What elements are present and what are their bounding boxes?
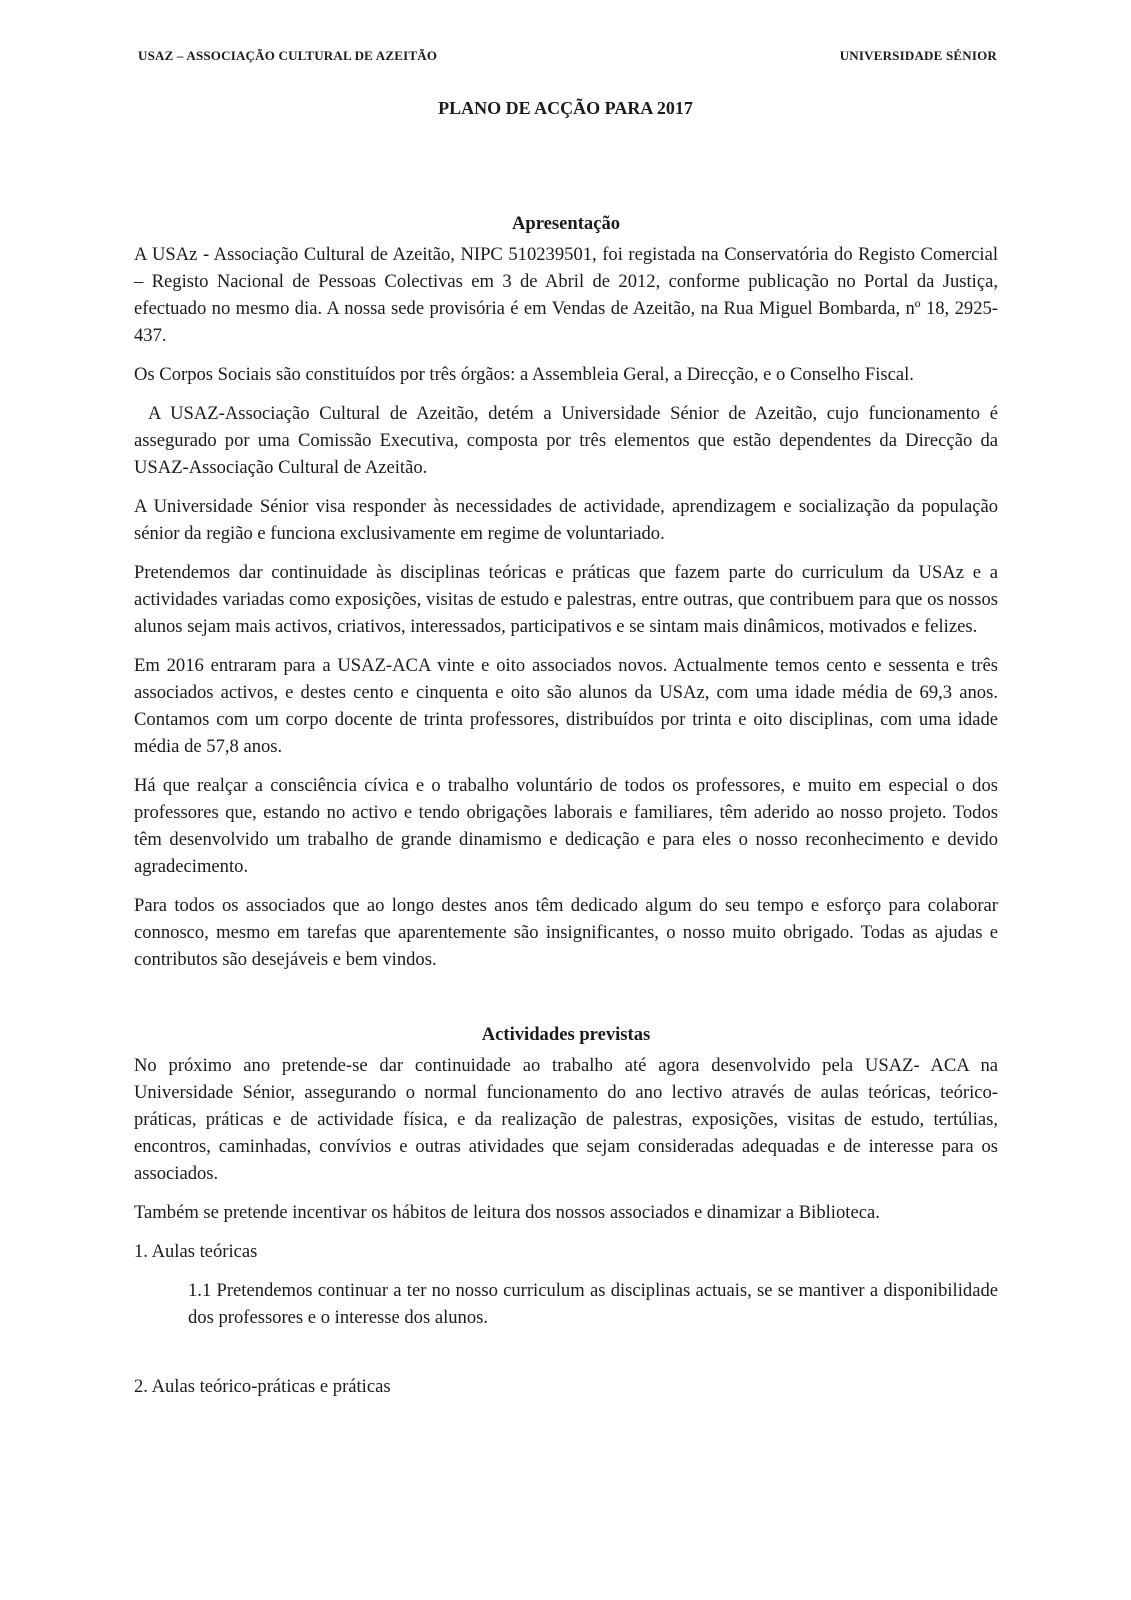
document-title: PLANO DE ACÇÃO PARA 2017 <box>438 98 693 118</box>
document-body <box>134 210 998 1412</box>
list-item-aulas-teoricas: 1. Aulas teóricas <box>134 1241 258 1262</box>
list-spacer <box>134 1343 998 1373</box>
paragraph: Em 2016 entraram para a USAZ-ACA vinte e oito associados novos. Actualmente temos cento e sessenta e três associados activos, e destes cento e cinquenta e oito são alunos da USAz, com uma idade média de 69,3 anos. Contamos com um corpo docente de trinta professores, distribuídos por trinta e oito disciplinas, com uma idade média de 57,8 anos. <box>134 655 998 757</box>
section-heading-apresentacao: Apresentação <box>511 213 621 234</box>
paragraph: Os Corpos Sociais são constituídos por três órgãos: a Assembleia Geral, a Direcção, e o Conselho Fiscal. <box>134 364 914 385</box>
list-item-aulas-praticas: 2. Aulas teórico-práticas e práticas <box>134 1376 391 1397</box>
paragraph: A Universidade Sénior visa responder às necessidades de actividade, aprendizagem e socialização da população sénior da região e funciona exclusivamente em regime de voluntariado. <box>134 496 998 544</box>
paragraph: Para todos os associados que ao longo destes anos têm dedicado algum do seu tempo e esforço para colaborar connosco, mesmo em tarefas que aparentemente são insignificantes, o nosso muito obrigado. Todas as ajudas e contributos são desejáveis e bem vindos. <box>134 895 998 970</box>
paragraph: Há que realçar a consciência cívica e o trabalho voluntário de todos os professores, e muito em especial o dos professores que, estando no activo e tendo obrigações laborais e familiares, têm aderido ao nosso projeto. Todos têm desenvolvido um trabalho de grande dinamismo e dedicação e para eles o nosso reconhecimento e devido agradecimento. <box>134 775 998 877</box>
sub-list-item: 1.1 Pretendemos continuar a ter no nosso curriculum as disciplinas actuais, se se mantiver a disponibilidade dos professores e o interesse dos alunos. <box>188 1280 998 1328</box>
header-organization: USAZ – ASSOCIAÇÃO CULTURAL DE AZEITÃO <box>138 48 438 63</box>
running-header <box>138 48 997 64</box>
paragraph: Pretendemos dar continuidade às disciplinas teóricas e práticas que fazem parte do curriculum da USAz e a actividades variadas como exposições, visitas de estudo e palestras, entre outras, que contribuem para que os nossos alunos sejam mais activos, criativos, interessados, participativos e se sintam mais dinâmicos, motivados e felizes. <box>134 562 998 637</box>
section-heading-actividades: Actividades previstas <box>481 1024 651 1045</box>
paragraph: A USAz - Associação Cultural de Azeitão, NIPC 510239501, foi registada na Conservatória do Registo Comercial – Registo Nacional de Pessoas Colectivas em 3 de Abril de 2012, conforme publicação no Portal da Justiça, efectuado no mesmo dia. A nossa sede provisória é em Vendas de Azeitão, na Rua Miguel Bombarda, nº 18, 2925-437. <box>134 244 998 346</box>
header-program: UNIVERSIDADE SÉNIOR <box>839 48 997 63</box>
paragraph: No próximo ano pretende-se dar continuidade ao trabalho até agora desenvolvido pela USAZ- ACA na Universidade Sénior, assegurando o normal funcionamento do ano lectivo através de aulas teóricas, teórico-práticas, práticas e de actividade física, e da realização de palestras, exposições, visitas de estudo, tertúlias, encontros, caminhadas, convívios e outras atividades que sejam consideradas adequadas e de interesse para os associados. <box>134 1055 998 1184</box>
paragraph: Também se pretende incentivar os hábitos de leitura dos nossos associados e dinamizar a Biblioteca. <box>134 1202 880 1223</box>
section-spacer <box>134 985 998 1021</box>
paragraph: A USAZ-Associação Cultural de Azeitão, detém a Universidade Sénior de Azeitão, cujo funcionamento é assegurado por uma Comissão Executiva, composta por três elementos que estão dependentes da Direcção da USAZ-Associação Cultural de Azeitão. <box>134 403 998 478</box>
